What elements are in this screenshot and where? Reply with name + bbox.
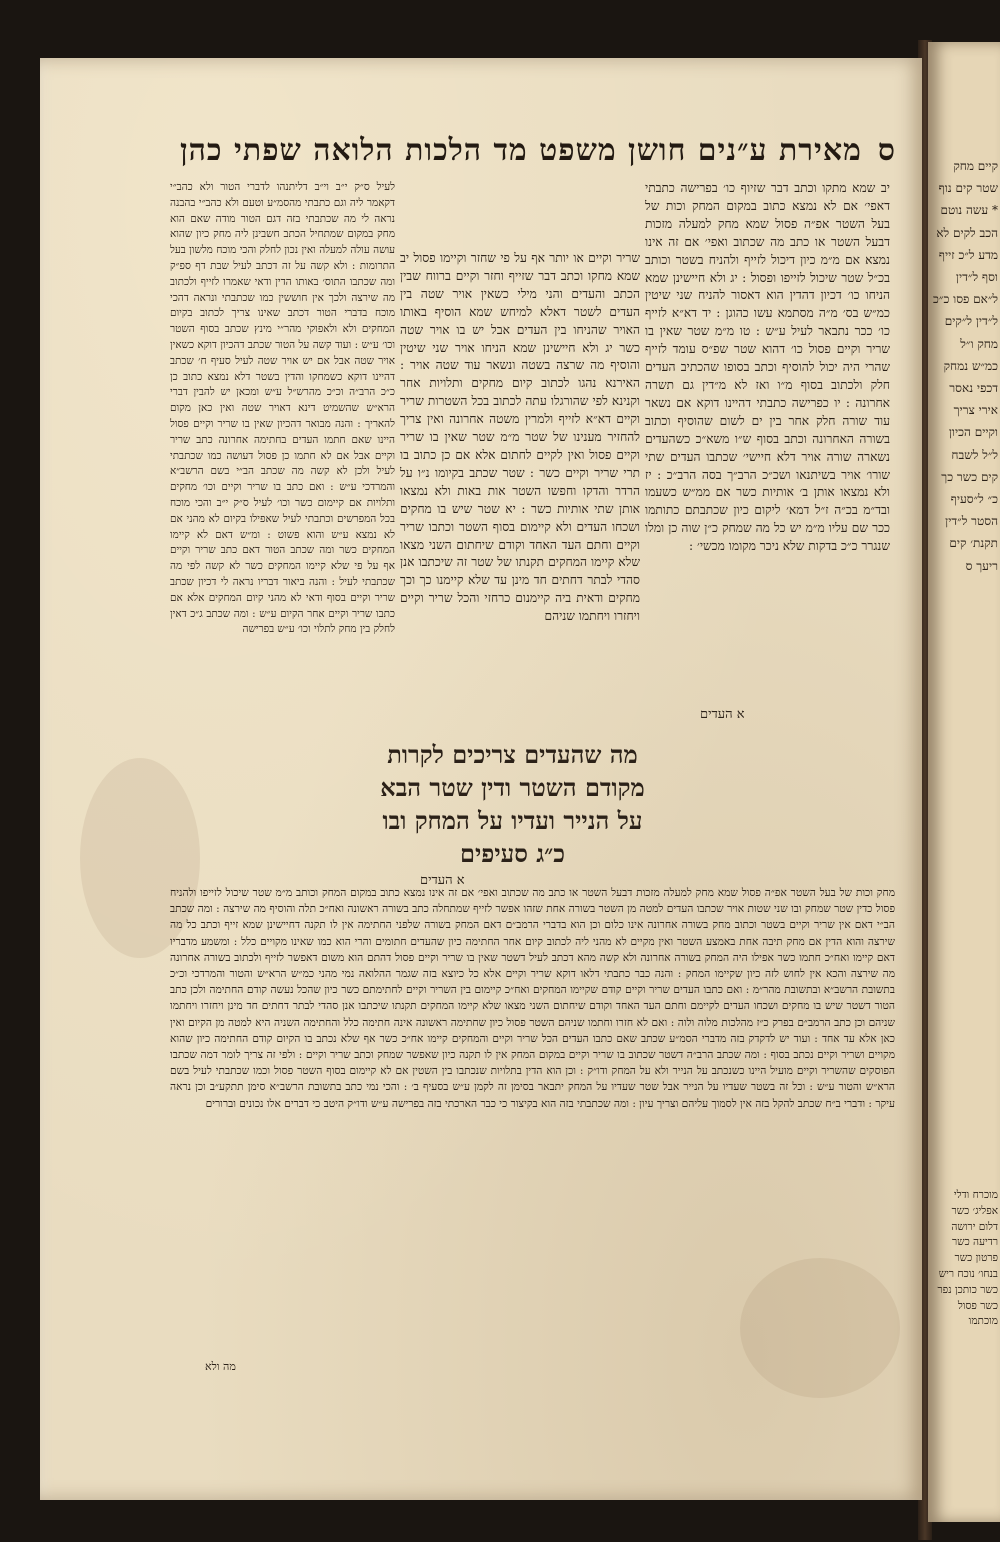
section-heading: מה שהעדים צריכים לקרות מקודם השטר ודין שטר הבא על הנייר ועדיו על המחק ובו כ״ג סעיפים xyxy=(380,740,645,868)
main-text-column: שריר וקיים או יותר אף על פי שחזר וקיימו פסול יב שמא מחקו וכתב דבר שזייף וחזר וקיים ברווח שבין הכתב והעדים והני מילי כשאין אויר שטה בין העדים לשטר דאלא למיחש שמא הוסיף באותו האויר שהניחו בין העדים אבל יש בו אויר שטה כשר יג ולא חיישינן שמא הניחו אויר שני שיטין והוסיף מה שרצה בשטה ונשאר עוד שטה אויר : האירנא נהגו לכתוב קיום מחקים ותלויות אחר וקנינא לפי שהורגלו עתה לכתוב בכל השטרות שריר וקיים דא״א לזייף ולמרין משטה אחרונה ואין צריך להחזיר מענינו של שטר מ״מ שטר שאין בו שריר וקיים פסול ואין לקיים לחתום אלא אם כן כתוב בו תרי שריר וקיים כשר : שטר שכתב בקיומו נ״ו על הרדר והדקו וחפשו השטר אות באות ולא נמצאו אותן שתי אותיות כשר : יא שטר שיש בו מחקים ושכחו העדים ולא קיימום בסוף השטר וכתבו שריר וקיים וחתם העד האחד וקודם שיחתום השני מצאו שלא קיימו המחקים תקנתו של שטר זה שיכתבו אנן סהדי לבתר דחתים חד מינן עד שלא קיימנו כך וכך מחקים ודאית ביה קיימנום כרחזי והכל שריר וקיים ויחזרו ויחתמו שניהם xyxy=(400,251,640,624)
commentary-label: א העדים xyxy=(700,707,745,722)
commentary-column-right: יב שמא מתקו וכתב דבר שזיוף כו׳ בפרישה כתבתי דאפי׳ אם לא נמצא כתוב במקום המחק וכות של בעל השטר אפ״ה פסול שמא מחק למעלה מזכות דבעל השטר או כתב מה שכתוב ואפי׳ אם זה אינו נמצא אם מ״מ כיון דיכול לזייף ולהניח בשטר וכותב בכ״ל שטר שיכול לזייפו ופסול : יג ולא חיישינן שמא הניחו כו׳ דכיון דהדין הוא דאסור להניח שני שיטין כמ״ש בס׳ מ״ה מסתמא עשו כהוגן : יד דא״א לזייף כו׳ ככר נתבאר לעיל ע״ש : טו מ״מ שטר שאין בו שריר וקיים פסול כו׳ דהוא שטר שפ״ס עומד לזייף שהרי היה יכול להוסיף וכתב בסופו שהכתיב העדים חלק ולכתוב בסוף מ״ו ואז לא מ״דין גם תשרה אחרונה : יו כפרישה כתבתי דהיינו דוקא אם נשאר עוד שורה חלק אחר בין ים לשום שהוסיף וכתוב בשורה האחרונה וכתב בסוף ש״ו משא״כ כשהעדים נשארה שורה אויר דלא חיישי׳ שכתבו העדים שתי שורו׳ אויר בשיתנאו ושכ״כ הרב״ך בסה הרב״כ : יז ולא נמצאו אותן ב׳ אותיות כשר אם ממ״ש כשעמו ובד״מ בכ״ה ז״ל דמא׳ ליקום כיון שכתבתם כתותמו ככר שם עליו מ״מ יש כל מה שמחק כ״ן שוה כן ומלו שנגרר כ״כ בדקות שלא ניכר מקומו מכשי׳ : xyxy=(645,181,890,554)
running-title: מאירת ע״נים חושן משפט מד הלכות הלואה שפתי כהן xyxy=(180,132,862,168)
commentary-bottom-block: מחק וכות של בעל השטר אפ״ה פסול שמא מחק למעלה מזכות דבעל השטר או כתב מה שכתוב ואפי׳ אם זה אינו נמצא כתוב במקום המחק וכותב מ״מ שטר שיכול לזייפו ולהניח פסול כדין שטר שמחק ובו שני שטות אויר שכתבו העדים למטה מן השטר בשורה אחת שזהו אפשר לזייף שמתחלה כתב בשורה ראשונה ואח״כ תלה והוסיף מה שירצה : ומה שכתב הב״י דאם אין שריר וקיים בשטר וכתוב מחק בשורה אחרונה אינו כלום וכן הוא בדברי הרמב״ם דאם המחק בשורה שלפני החתימה אין לו תקנה דחיישינן שמא זייף וכתב כל מה שירצה והוא הדין אם מחק תיבה אחת באמצע השטר ואין מקיים לא מהני ליה לכתוב קיום אחר החתימה כיון שהעדים חתומים והרי הוא כמו שאינו מקויים כלל : ומשמע מדבריו דאם קיימו ואח״כ חתמו כשר אפילו היה המחק בשורה אחרונה ולא קשה מהא דכתב לעיל דשטר שאין בו שריר וקיים פסול דהתם הוא משום דאפשר לזייף ולכתוב בשורה אחרונה מה שירצה והכא אין לחוש לזה כיון שקיימו המחק : והנה כבר כתבתי דלאו דוקא שריר וקיים אלא כל כיוצא בזה שגמר ההלואה נמי מהני כמ״ש הרא״ש והטור והמרדכי וכ״כ בתשובת הרשב״א ובתשובת מהר״מ : ואם כתבו העדים שריר וקיים קודם שקיימו המחקים ואח״כ קיימום בין השריר וקיים לחתימתם כשר כיון שהכל נעשה קודם החתימה ולכן כתב הטור דשטר שיש בו מחקים ושכחו העדים לקיימם וחתם העד האחד וקודם שיחתום השני מצאו שלא קיימו המחקים תקנתו שיכתבו אנן סהדי לבתר דחתים חד מינן ויחזרו ויחתמו שניהם וכן כתב הרמב״ם בפרק כ״ז מהלכות מלוה ולוה : ואם לא חזרו וחתמו שניהם השטר פסול כיון שחתימה ראשונה אינה חתימה כלל והחתימה השניה היא למטה מן הקיום ואין כאן אלא עד אחד : ועוד יש לדקדק בזה מדברי הסמ״ע שכתב שאם כתבו העדים הכל שריר וקיים והמחקים קיימו אח״כ כשר אף שלא נכתב בו הקיום קודם החתימה כיון שהוא מקויים ושריר וקיים נכתב בסוף : ומה שכתב הרב״ה דשטר שכתוב בו שריר וקיים במקום המחק אין לו תקנה כיון שאפשר שמחק וכתב שריר וקיים : ולפי זה צריך לומר דמה שכתבו הפוסקים שהשריר וקיים מועיל היינו כשנכתב על הנייר ולא על המחק ודו״ק : וכן הוא הדין בתלויות שנכתבו בין השטין אם לא קיימום בסוף השטר פסול וכמו שכתבתי לעיל בשם הרא״ש והטור ע״ש : וכל זה בשטר שעדיו על הנייר אבל שטר שעדיו על המחק יתבאר בסימן זה לקמן ע״ש בסעיף ב׳ : והכי נמי כתב בתשובת הרשב״א סימן תתקע״ב וכן נראה עיקר : ודברי ב״ח שכתב להקל בזה אין לסמוך עליהם וצריך עיון : ומה שכתבתי בזה הוא בקיצור כי כבר הארכתי בזה בפרישה ע״ש ודו״ק היטב כי דברים אלו נכונים וברורים xyxy=(170,887,895,1110)
commentary-column-left: לעיל ס״ק י״ב וי״ב דליתנהו לדברי הטור ולא כהב״י דקאמר ליה וגם כתבתי מהסמ״ע וטעם ולא כהב״י בהבנה נראה לי מה שכתבתי בזה דגם הטור מודה שאם הוא מחק במקום שמתחיל הכתב חשבינן ליה מחק כיון שהוא עושה עולה למעלה ואין נכון לחלק והכי מוכח מלשון בעל התרומות : ולא קשה על זה דכתב לעיל שבת דף ספ״ק ומה שכתבו התוס׳ באותו הדין ודאי שאמרו לזייף ולכתוב מה שירצה ולכך אין חוששין כמו שכתבתי ונראה דהכי מוכח בדברי הטור דכתב שאינו צריך לכתוב בקיום המחקים ולא ולאפוקי מהר״י מינץ שכתב בסוף השטר וכו׳ ע״ש : ועוד קשה על הטור שכתב דהכיון דוקא כשאין אויר שטה אבל אם יש אויר שטה לעיל סעיף ח׳ שכתב דהיינו דוקא כשמחקו והדין בשטר דלא נמצא כתוב כן כ״כ הרב״ה וכ״כ מהרש״ל ע״ש ומכאן יש להבין דברי הרא״ש שהשמיט דינא דאויר שטה ואין כאן מקום להאריך : והנה מבואר דהכיון שאין בו שריר וקיים פסול היינו שאם חתמו העדים בחתימה אחרונה כתב שריר וקיים אבל אם לא חתמו כן פסול דעושה כמו שכתבתי לעיל ולכן לא קשה מה שכתב הב״י בשם הרשב״א והמרדכי ע״ש : ואם כתב בו שריר וקיים וכו׳ מחקים ותלויות אם קיימום כשר וכו׳ לעיל ס״ק י״ב והכי מוכח בכל המפרשים וכתבתי לעיל שאפילו בקיום לא מהני אם לא נמצא ע״ש והוא פשוט : ומ״ש דאם לא קיימו המחקים כשר ומה שכתב הטור דאם כתב שריר וקיים אף על פי שלא קיימו המחקים כשר לא קשה לפי מה שכתבתי לעיל : והנה ביאור דבריו נראה לי דכיון שכתב שריר וקיים בסוף ודאי לא מהני קיום המחקים אלא אם כתבו שריר וקיים אחר הקיום ע״ש : ומה שכתב ג״כ דאין לחלק בין מחק לתלוי וכו׳ ע״ש בפרישה xyxy=(170,181,395,636)
facing-page-text-bottom: מוכרח ודלי אפליג׳ כשר דלום ירושה רדיעה כשר פרטון כשר בנחו׳ נוכח ריש כשר כותכן נפר כשר פסול מוכתמו xyxy=(937,1189,998,1328)
page-number: ס xyxy=(877,132,895,168)
section-marker: א העדים xyxy=(420,873,465,888)
facing-page-text-top: קיים מחק שטר קים נוף * עשה נוטם הכב לקים לא מדע ל״כ זייף וסף ל״דין ל״אם פסו כ״כ ל״דין ל״קים מחק ו״ל כמ״ש נמחק דכפי נאסר אירי צריך וקיים הכיון ל״ל לשבח קים כשר כך כ״ ל״סעיף הסטר ל״דין תקנת׳ קים ריעך ס xyxy=(933,159,998,573)
running-header xyxy=(175,128,895,172)
catchword: מה ולא xyxy=(205,1360,236,1373)
